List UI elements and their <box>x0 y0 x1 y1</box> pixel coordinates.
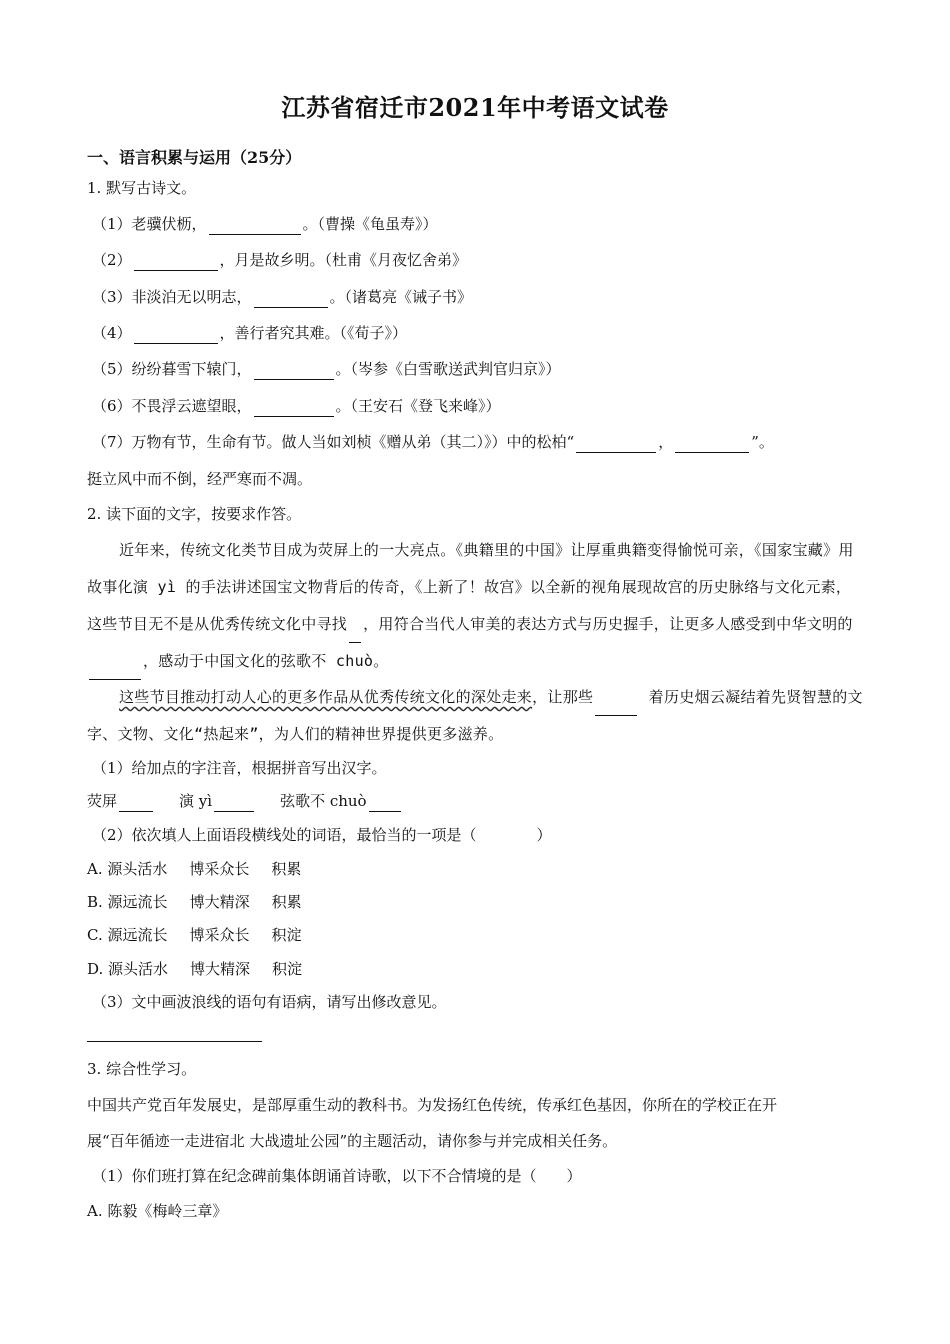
question-2-stem: 2. 读下面的文字，按要求作答。 <box>87 505 302 523</box>
q1-item-3: （3）非淡泊无以明志， 。（诸葛亮《诫子书》 <box>92 288 473 306</box>
answer-blank[interactable] <box>254 291 328 308</box>
fill-blank[interactable] <box>89 663 141 680</box>
q2-sub-3: （3）文中画波浪线的语句有语病，请写出修改意见。 <box>92 993 447 1011</box>
option-a[interactable]: A. 源头活水 博采众长 积累 <box>87 860 302 878</box>
q1-item-5: （5）纷纷暮雪下辕门， 。（岑参《白雪歌送武判官归京》） <box>92 360 561 378</box>
answer-blank[interactable] <box>119 795 153 812</box>
answer-blank[interactable] <box>254 363 334 380</box>
section-heading: 一、语言积累与运用（25分） <box>87 148 302 167</box>
fill-blank[interactable] <box>595 699 637 716</box>
q3-intro-line-2: 展“百年循迹一走进宿北 大战遗址公园”的主题活动，请你参与并完成相关任务。 <box>87 1132 618 1150</box>
q1-item-6: （6）不畏浮云遮望眼， 。（王安石《登飞来峰》） <box>92 397 501 415</box>
q3-sub-1: （1）你们班打算在纪念碑前集体朗诵首诗歌，以下不合情境的是（ ） <box>92 1167 582 1185</box>
answer-blank[interactable] <box>134 327 218 344</box>
q1-item-7-continued: 挺立风中而不倒，经严寒而不凋。 <box>87 470 313 488</box>
answer-blank[interactable] <box>214 795 254 812</box>
answer-blank[interactable] <box>576 436 656 453</box>
answer-blank[interactable] <box>675 436 749 453</box>
q2-sub-2: （2）依次填人上面语段横线处的词语，最恰当的一项是（ ） <box>92 826 552 844</box>
answer-blank[interactable] <box>134 254 218 271</box>
q1-item-4: （4） ，善行者究其难。（《荀子》） <box>92 324 408 342</box>
question-3-stem: 3. 综合性学习。 <box>87 1060 197 1078</box>
answer-blank[interactable] <box>254 400 334 417</box>
q3-option-a[interactable]: A. 陈毅《梅岭三章》 <box>87 1202 228 1220</box>
option-b[interactable]: B. 源远流长 博大精深 积累 <box>87 893 302 911</box>
answer-line[interactable] <box>87 1041 262 1042</box>
question-1-stem: 1. 默写古诗文。 <box>87 179 197 197</box>
q2-fill-row: 荧屏 演 yì 弦歌不 chuò <box>87 790 403 812</box>
reading-paragraph-2: 这些节目推动打动人心的更多作品从优秀传统文化的深处走来，让那些 着历史烟云凝结着先贤智慧的文字、文物、文化“热起来”，为人们的精神世界提供更多滋养。 <box>87 688 863 743</box>
wavy-underlined-sentence: 这些节目推动打动人心的更多作品从优秀传统文化的深处走来 <box>119 688 533 706</box>
q3-intro-line-1: 中国共产党百年发展史，是部厚重生动的教科书。为发扬红色传统，传承红色基因，你所在的学校正在开 <box>87 1096 778 1114</box>
answer-blank[interactable] <box>369 795 401 812</box>
q2-sub-1: （1）给加点的字注音，根据拼音写出汉字。 <box>92 759 387 777</box>
option-d[interactable]: D. 源头活水 博大精深 积淀 <box>87 960 303 978</box>
q1-item-2: （2） ，月是故乡明。（杜甫《月夜忆舍弟》 <box>92 251 468 269</box>
fill-blank[interactable] <box>349 626 361 643</box>
answer-blank[interactable] <box>209 218 301 235</box>
page-title: 江苏省宿迁市2021年中考语文试卷 <box>281 93 669 122</box>
reading-paragraph-1: 近年来，传统文化类节目成为荧屏上的一大亮点。《典籍里的中国》让厚重典籍变得愉悦可亲，《国家宝藏》用故事化演 yì 的手法讲述国宝文物背后的传奇，《上新了！故宫》以全新的视角展现故宫的历史脉络与文化元素，这些节目无不是从优秀传统文化中寻找 ，用符合当代人审美的表达方式与历史握手，让更多人感受到中华文明的，感动于中国文化的弦歌不 chuò。 <box>87 532 863 680</box>
q1-item-7: （7）万物有节，生命有节。做人当如刘桢《赠从弟（其二）》）中的松柏“ ， ”。 <box>92 433 774 451</box>
q1-item-1: （1）老骥伏枥， 。（曹操《龟虽寿》） <box>92 215 438 233</box>
option-c[interactable]: C. 源远流长 博采众长 积淀 <box>87 926 302 944</box>
